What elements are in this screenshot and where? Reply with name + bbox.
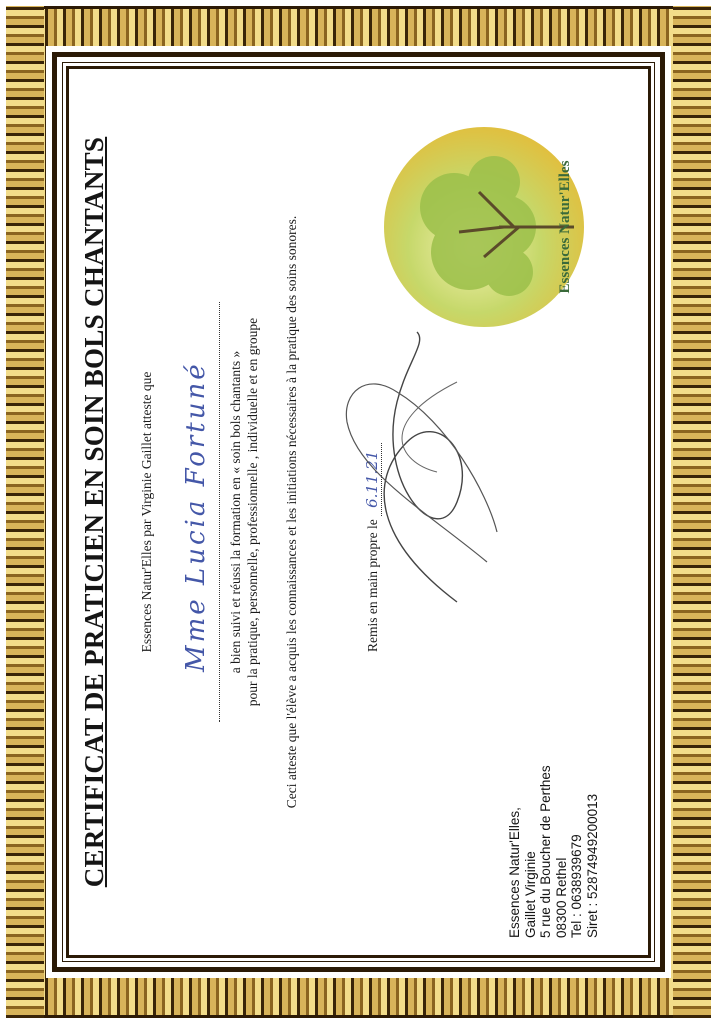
certificate-content — [79, 72, 639, 952]
remis-label: Remis en main propre le — [365, 519, 380, 652]
recipient-name: Mme Lucia Fortuné — [181, 361, 211, 672]
address-line: Siret : 52874949200013 — [584, 793, 600, 938]
address-line: 5 rue du Boucher de Perthes — [538, 765, 553, 938]
completion-line-2: pour la pratique, personnelle, professionnelle , individuelle et en groupe — [245, 317, 260, 707]
address-line: Gaillet Virginie — [522, 851, 538, 938]
address-block — [507, 765, 600, 938]
certificate-title: CERTIFICAT DE PRATICIEN EN SOIN BOLS CHANTANTS — [79, 136, 109, 888]
recipient-line — [179, 302, 220, 722]
intro-text: Essences Natur'Elles par Virginie Gaillet atteste que — [139, 371, 154, 653]
address-line: Essences Natur'Elles, — [507, 807, 522, 938]
issue-date: 6.11.21 — [363, 443, 382, 516]
address-line: Tel : 0638939679 — [569, 834, 584, 938]
logo-text: Essences Natur'Elles — [557, 160, 573, 294]
address-line: 08300 Rethel — [553, 857, 569, 938]
attestation-text: Ceci atteste que l'élève a acquis les connaissances et les initiations nécessaires à la pratique des soins sonores. — [284, 215, 299, 809]
completion-line-1: a bien suivi et réussi la formation en « soin bols chantants » — [228, 350, 243, 674]
handwritten-signature — [337, 322, 507, 622]
essences-naturelles-logo — [379, 122, 589, 332]
